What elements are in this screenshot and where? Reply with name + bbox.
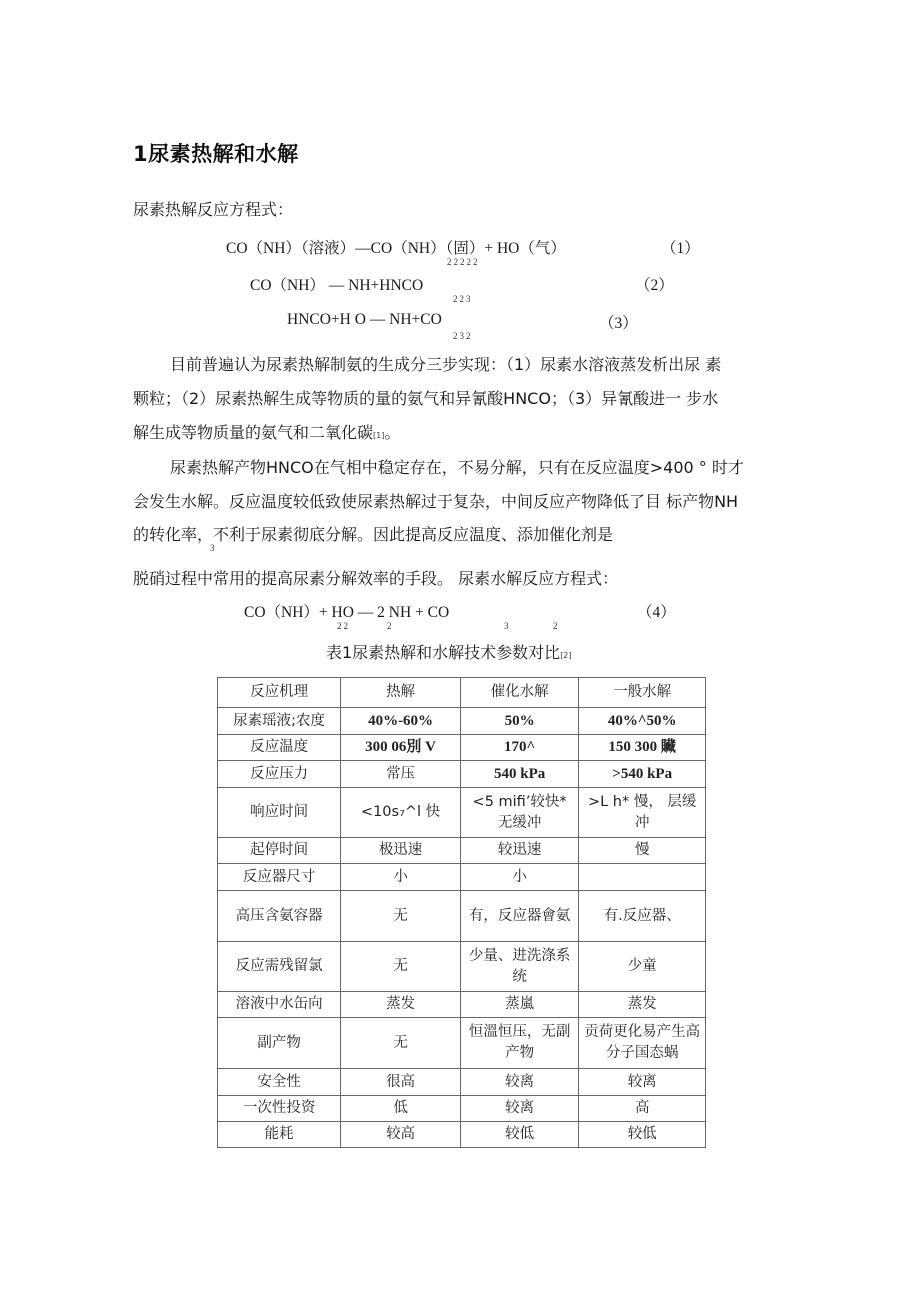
table-cell: 高压含氨容器	[218, 891, 341, 942]
table-cell: >L h* 慢， 层缓冲	[579, 788, 706, 838]
table-cell: 较迅速	[460, 838, 579, 864]
equation-3-number: （3）	[599, 315, 638, 332]
table-row	[218, 942, 706, 992]
intro-text: 尿素热解反应方程式：	[133, 200, 294, 219]
table-row	[218, 864, 706, 891]
paragraph-1-line-2: 颗粒；（2）尿素热解生成等物质的量的氨气和异氰酸HNCO；（3）异氰酸进一 步水	[133, 389, 719, 408]
table-cell: 常压	[341, 761, 461, 788]
header-cell: 热解	[341, 678, 461, 708]
table-cell: 蒸发	[341, 992, 461, 1018]
table-cell: 尿素瑶液;农度	[218, 708, 341, 735]
equation-1: CO（NH）（溶液）—CO（NH）（固）+ HO（气）	[226, 240, 566, 257]
table-cell: 慢	[579, 838, 706, 864]
table-cell: 高	[579, 1096, 706, 1122]
table-cell: 有，反应器會氨	[460, 891, 579, 942]
table-cell: 300 06別 V	[341, 735, 461, 761]
table-row	[218, 708, 706, 735]
paragraph-2-line-4: 脱硝过程中常用的提高尿素分解效率的手段。 尿素水解反应方程式：	[133, 569, 619, 588]
table-cell: 无	[341, 891, 461, 942]
table-cell: 较高	[341, 1122, 461, 1148]
table-cell: >540 kPa	[579, 761, 706, 788]
paragraph-1-line-3: 解生成等物质量的氨气和二氧化碳[1]。	[133, 423, 401, 442]
table-cell: 安全性	[218, 1069, 341, 1096]
table-cell: 低	[341, 1096, 461, 1122]
equation-3-subscripts: 232	[453, 331, 473, 341]
table-cell: 能耗	[218, 1122, 341, 1148]
table-cell: 较离	[460, 1069, 579, 1096]
table-cell: 小	[460, 864, 579, 891]
equation-2-subscripts: 223	[453, 294, 473, 304]
header-cell: 催化水解	[460, 678, 579, 708]
table-cell: 540 kPa	[460, 761, 579, 788]
table-cell: 170^	[460, 735, 579, 761]
table-cell: 恒溫恒压，无副产物	[460, 1018, 579, 1069]
table-cell: 小	[341, 864, 461, 891]
paragraph-2-line-2: 会发生水解。反应温度较低致使尿素热解过于复杂，中间反应产物降低了目 标产物NH	[133, 492, 739, 511]
table-row	[218, 1096, 706, 1122]
equation-4-number: （4）	[637, 604, 676, 621]
table-row	[218, 1018, 706, 1069]
table-cell: 蒸嵐	[460, 992, 579, 1018]
paragraph-1-line-1: 目前普遍认为尿素热解制氨的生成分三步实现：（1）尿素水溶液蒸发析出尿 素	[170, 355, 722, 374]
table-cell: 反应压力	[218, 761, 341, 788]
table-cell: 极迅速	[341, 838, 461, 864]
table-cell: <10s₇^l 快	[341, 788, 461, 838]
table-cell: 副产物	[218, 1018, 341, 1069]
equation-1-subscripts: 22222	[447, 257, 480, 267]
parameter-table	[217, 677, 706, 1148]
table-cell: 少量、进洗涤系统	[460, 942, 579, 992]
table-cell: <5 mifi’较快* 无缓冲	[460, 788, 579, 838]
equation-4-sub-c: 3	[504, 621, 511, 631]
citation-1: [1]	[373, 431, 385, 440]
table-cell: 贡荷更化易产生高分子国态蜗	[579, 1018, 706, 1069]
table-row	[218, 761, 706, 788]
table-cell: 较离	[579, 1069, 706, 1096]
table-cell: 无	[341, 1018, 461, 1069]
table-cell: 响应时间	[218, 788, 341, 838]
table-cell: 有.反应器、	[579, 891, 706, 942]
table-cell: 较离	[460, 1096, 579, 1122]
equation-4: CO（NH）+ HO — 2 NH + CO	[244, 604, 450, 621]
equation-2: CO（NH） — NH+HNCO	[250, 277, 424, 294]
table-row	[218, 1069, 706, 1096]
table-cell: 反应温度	[218, 735, 341, 761]
table-cell: 40%-60%	[341, 708, 461, 735]
table-row	[218, 735, 706, 761]
table-cell: 溶液中水缶向	[218, 992, 341, 1018]
table-cell: 50%	[460, 708, 579, 735]
table-row	[218, 788, 706, 838]
table-cell: 较低	[460, 1122, 579, 1148]
table-cell: 蒸发	[579, 992, 706, 1018]
paragraph-2-line-1: 尿素热解产物HNCO在气相中稳定存在，不易分解，只有在反应温度>400 ° 时才	[170, 458, 744, 477]
table-row	[218, 1122, 706, 1148]
table-cell: 反应器尺寸	[218, 864, 341, 891]
table-row	[218, 891, 706, 942]
table-cell	[579, 864, 706, 891]
table-cell: 很高	[341, 1069, 461, 1096]
equation-3: HNCO+H O — NH+CO	[287, 311, 442, 328]
header-cell: 反应机理	[218, 678, 341, 708]
table-cell: 40%^50%	[579, 708, 706, 735]
table-cell: 较低	[579, 1122, 706, 1148]
table-row	[218, 992, 706, 1018]
table-cell: 少童	[579, 942, 706, 992]
header-cell: 一般水解	[579, 678, 706, 708]
caption-citation: [2]	[560, 651, 572, 660]
paragraph-2-subscript: 3	[210, 543, 217, 553]
equation-2-number: （2）	[635, 277, 674, 294]
table-cell: 反应需残留氯	[218, 942, 341, 992]
equation-4-sub-d: 2	[553, 621, 560, 631]
equation-4-sub-a: 22	[337, 621, 350, 631]
table-cell: 150 300 贜	[579, 735, 706, 761]
table-cell: 一次性投资	[218, 1096, 341, 1122]
equation-1-number: （1）	[661, 240, 700, 257]
table-row	[218, 838, 706, 864]
section-heading: 1尿素热解和水解	[133, 142, 299, 166]
table-cell: 起停时间	[218, 838, 341, 864]
table-cell: 无	[341, 942, 461, 992]
paragraph-2-line-3: 的转化率，不利于尿素彻底分解。因此提高反应温度、添加催化剂是	[133, 525, 614, 544]
table-header-row	[218, 678, 706, 708]
equation-4-sub-b: 2	[387, 621, 394, 631]
table-caption: 表1尿素热解和水解技术参数对比[2]	[326, 643, 572, 662]
